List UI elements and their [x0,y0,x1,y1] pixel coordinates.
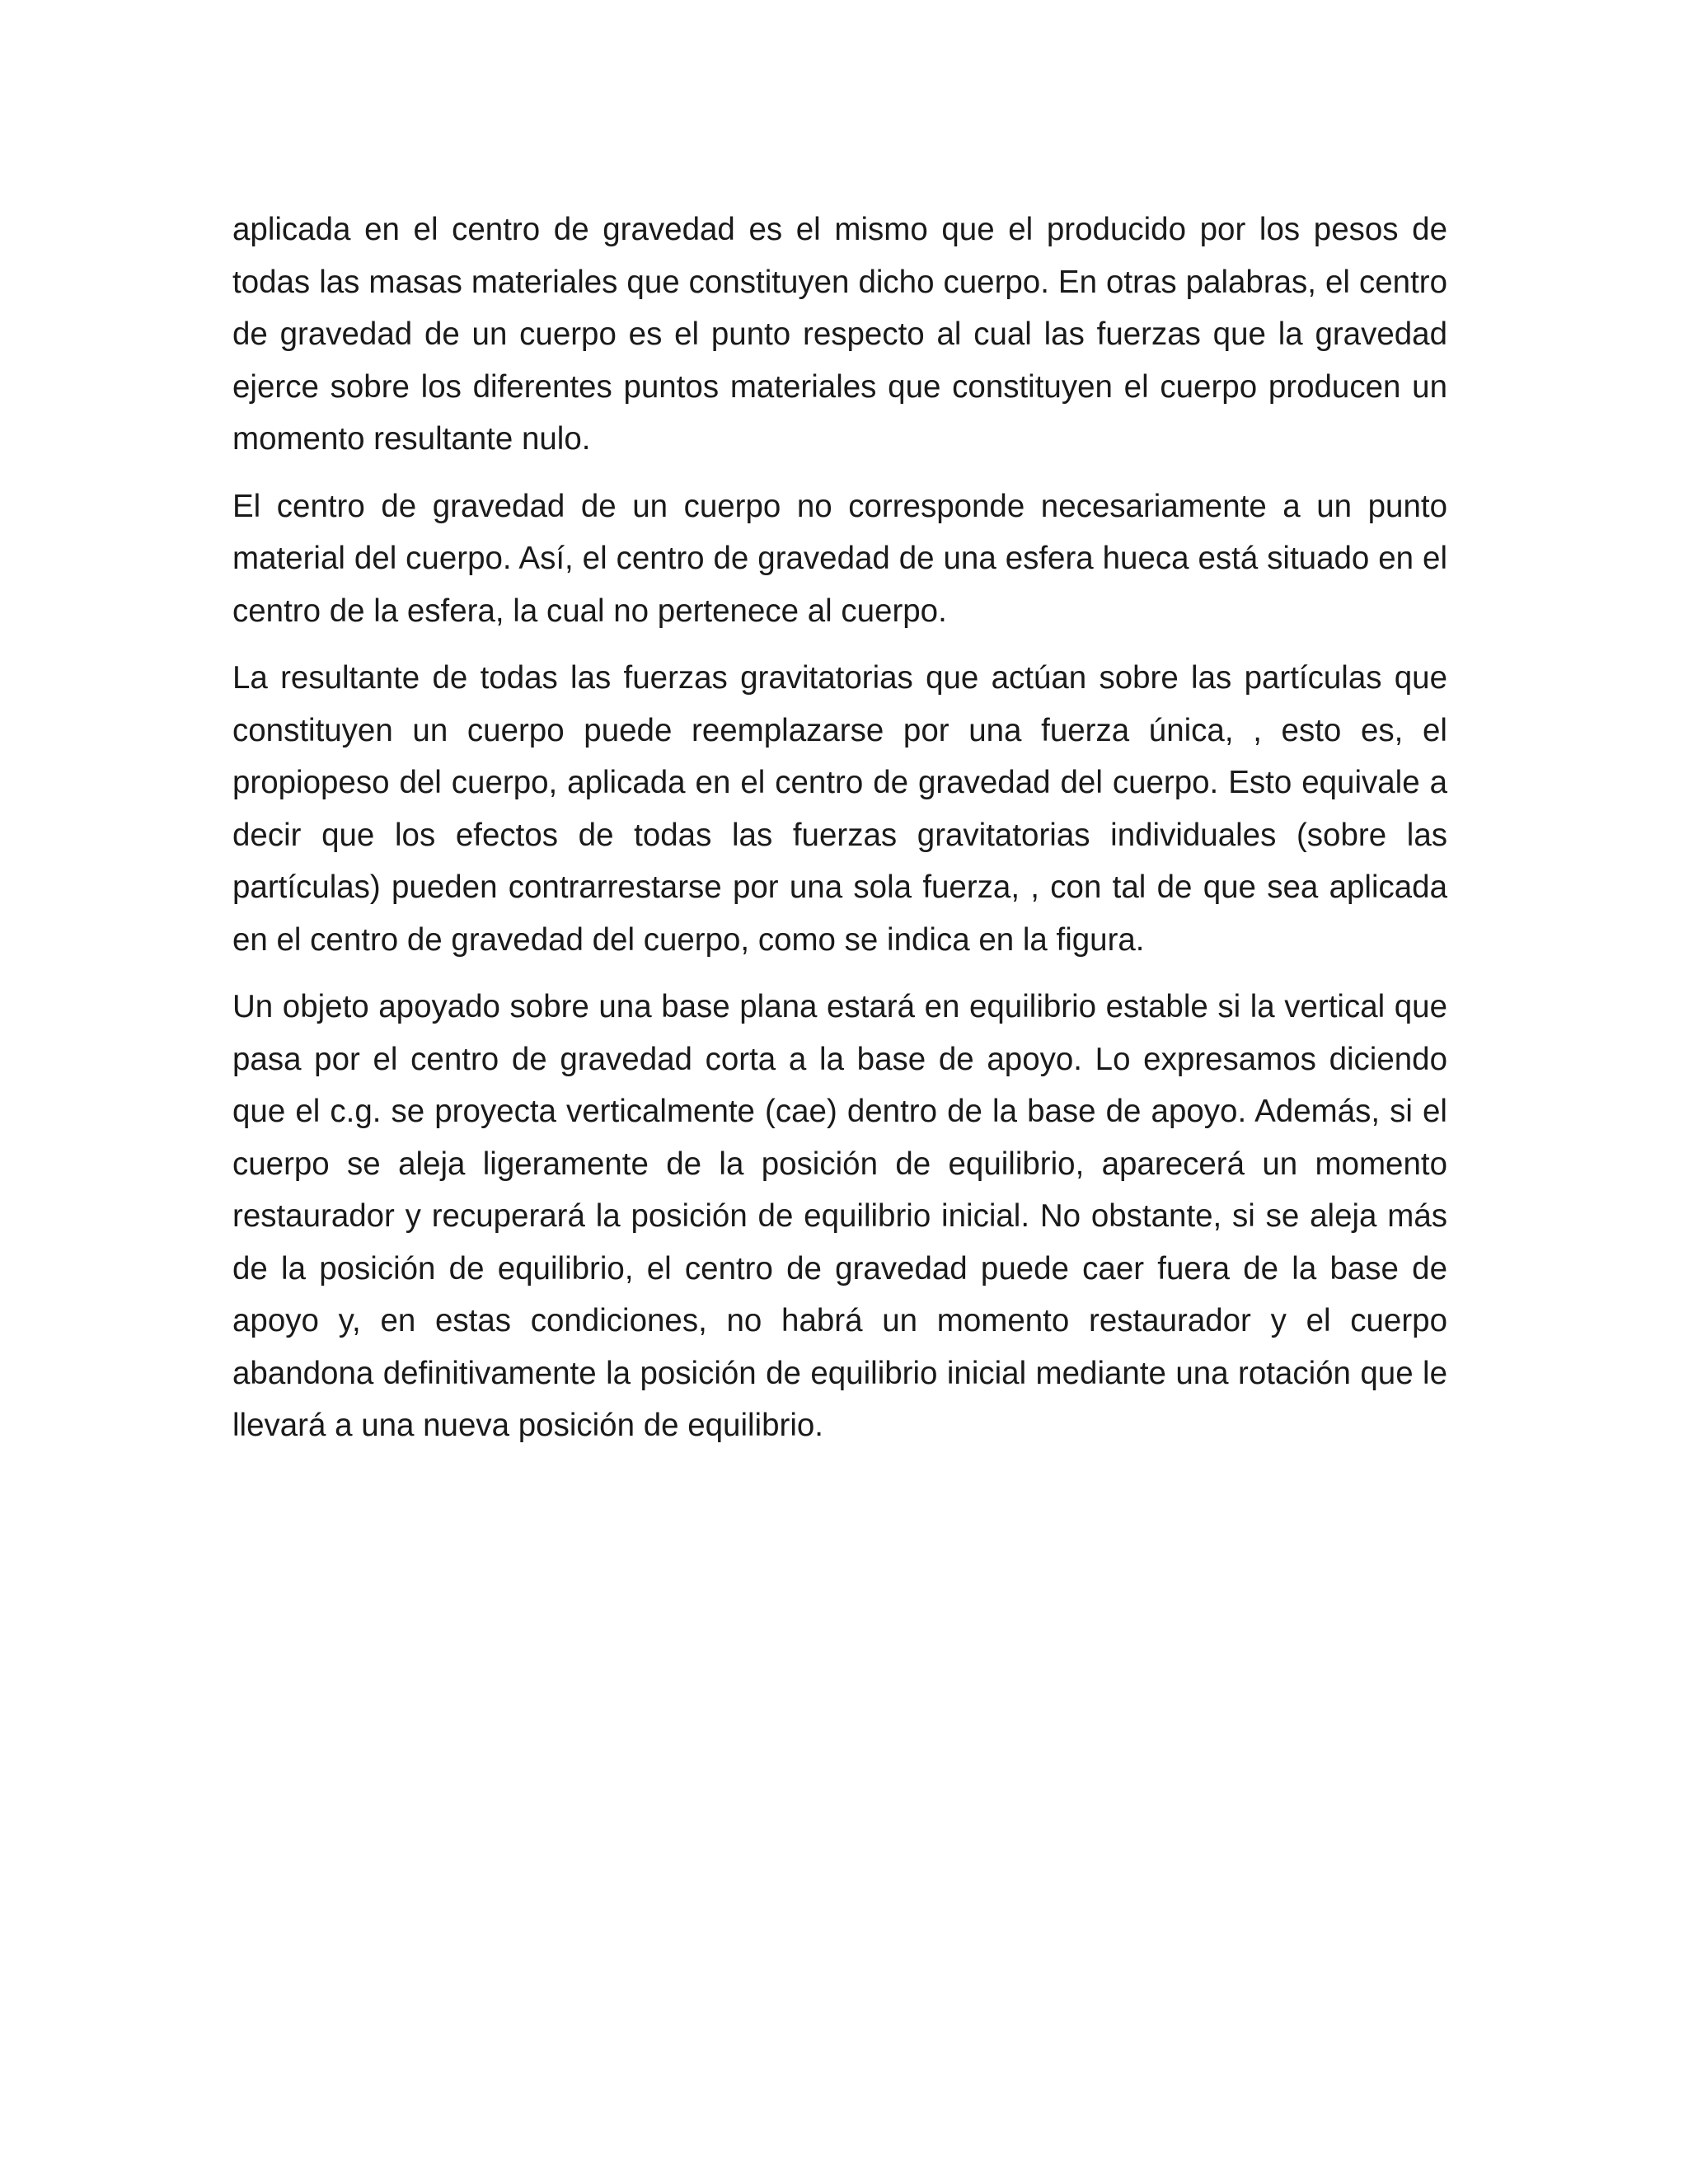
paragraph-1: aplicada en el centro de gravedad es el mismo que el producido por los pesos de todas las masas materiales que constituyen dicho cuerpo. En otras palabras, el centro de gravedad de un cuerpo es el punto respecto al cual las fuerzas que la gravedad ejerce sobre los diferentes puntos materiales que constituyen el cuerpo producen un momento resultante nulo. [232,212,1447,457]
paragraph-2: El centro de gravedad de un cuerpo no corresponde necesariamente a un punto material del cuerpo. Así, el centro de gravedad de una esfera hueca está situado en el centro de la esfera, la cual no pertenece al cuerpo. [232,488,1447,629]
paragraph-3: La resultante de todas las fuerzas gravitatorias que actúan sobre las partículas que constituyen un cuerpo puede reemplazarse por una fuerza única, , esto es, el propiopeso del cuerpo, aplicada en el centro de gravedad del cuerpo. Esto equivale a decir que los efectos de todas las fuerzas gravitatorias individuales (sobre las partículas) pueden contrarrestarse por una sola fuerza, , con tal de que sea aplicada en el centro de gravedad del cuerpo, como se indica en la figura. [232,660,1447,958]
paragraph-4: Un objeto apoyado sobre una base plana estará en equilibrio estable si la vertical que pasa por el centro de gravedad corta a la base de apoyo. Lo expresamos diciendo que el c.g. se proyecta verticalmente (cae) dentro de la base de apoyo. Además, si el cuerpo se aleja ligeramente de la posición de equilibrio, aparecerá un momento restaurador y recuperará la posición de equilibrio inicial. No obstante, si se aleja más de la posición de equilibrio, el centro de gravedad puede caer fuera de la base de apoyo y, en estas condiciones, no habrá un momento restaurador y el cuerpo abandona definitivamente la posición de equilibrio inicial mediante una rotación que le llevará a una nueva posición de equilibrio. [232,989,1447,1443]
document-body [232,204,1447,1467]
